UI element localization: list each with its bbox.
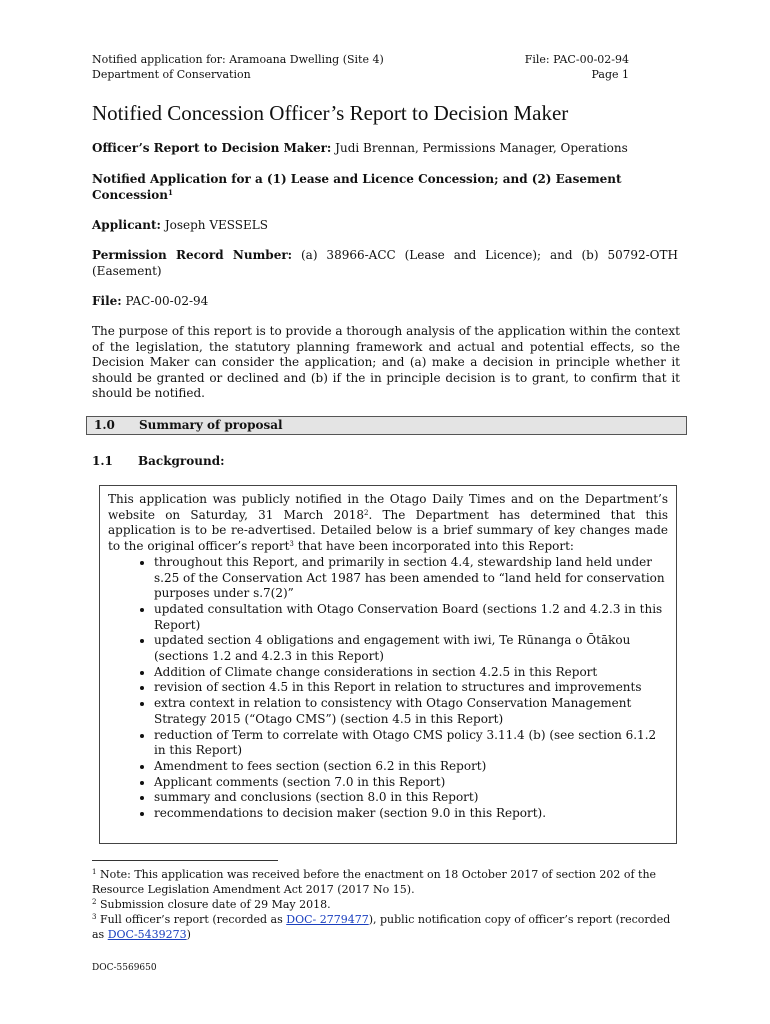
officer-line	[92, 141, 678, 157]
footnote-ref-1: 1	[168, 187, 173, 197]
footnote-ref-3: 3	[289, 540, 294, 549]
header-right	[525, 52, 629, 82]
intro-text-b: . The Department has determined that this application is to be re-advertised. Detailed below is a brief summary of key changes made to the original officer’s report	[108, 507, 668, 554]
doc-link-2779477[interactable]: DOC- 2779477	[286, 913, 369, 926]
officer-value: Judi Brennan, Permissions Manager, Operations	[331, 141, 628, 155]
file-line	[92, 294, 678, 310]
intro-text-a: This application was publicly notified in the Otago Daily Times and on the Department’s website on Saturday, 31 March 2018	[108, 492, 668, 522]
list-item: • updated consultation with Otago Conservation Board (sections 1.2 and 4.2.3 in this Report)	[154, 602, 668, 633]
list-item: • Addition of Climate change considerations in section 4.2.5 in this Report	[154, 665, 668, 681]
permission-line	[92, 248, 678, 279]
list-item: • recommendations to decision maker (section 9.0 in this Report).	[154, 806, 668, 822]
footnote-mark-3: 3	[92, 913, 97, 921]
header-file-number: File: PAC-00-02-94	[524, 53, 629, 66]
header-department: Department of Conservation	[92, 68, 251, 81]
changes-list	[108, 555, 668, 822]
permission-label: Permission Record Number:	[92, 248, 293, 262]
applicant-label: Applicant:	[92, 218, 161, 232]
application-label: Notified Application for a (1) Lease and Licence Concession; and (2) Easement Concession	[92, 172, 622, 202]
section-number: 1.0	[94, 418, 115, 432]
list-item: • summary and conclusions (section 8.0 in this Report)	[154, 790, 668, 806]
application-line	[92, 172, 678, 203]
applicant-value: Joseph VESSELS	[161, 218, 268, 232]
list-item: • Amendment to fees section (section 6.2 in this Report)	[154, 759, 668, 775]
section-title: Summary of proposal	[139, 418, 283, 432]
list-item: • Applicant comments (section 7.0 in this Report)	[154, 775, 668, 791]
header-application-name: Notified application for: Aramoana Dwelling (Site 4)	[92, 53, 384, 66]
footnote-2-text: Submission closure date of 29 May 2018.	[96, 898, 331, 911]
footnote-ref-2: 2	[364, 508, 369, 517]
footnote-mark-1: 1	[92, 868, 97, 876]
list-item: • extra context in relation to consistency with Otago Conservation Management Strategy 2015 (“Otago CMS”) (section 4.5 in this Report)	[154, 696, 668, 727]
purpose-paragraph: The purpose of this report is to provide a thorough analysis of the application within the context of the legislation, the statutory planning framework and actual and potential effects, so the Decision Maker can consider the application; and (a) make a decision in principle whether it should be granted or declined and (b) if the in principle decision is to grant, to confirm that it should be notified.	[92, 324, 680, 400]
permission-value: (a) 38966-ACC (Lease and Licence); and (b) 50792-OTH (Easement)	[92, 248, 678, 278]
footnote-1-text: Note: This application was received before the enactment on 18 October 2017 of section 202 of the Resource Legislation Amendment Act 2017 (2017 No 15).	[92, 868, 657, 896]
footnote-divider	[92, 860, 278, 861]
footnotes	[92, 867, 682, 942]
file-value: PAC-00-02-94	[121, 294, 209, 308]
footnote-3	[92, 912, 682, 942]
subsection-number: 1.1	[92, 454, 113, 468]
page-title: Notified Concession Officer’s Report to Decision Maker	[92, 101, 569, 125]
section-heading-bar	[86, 416, 687, 435]
footnote-3-text-c: )	[186, 928, 191, 941]
doc-link-5439273[interactable]: DOC-5439273	[107, 928, 187, 941]
list-item: • reduction of Term to correlate with Otago CMS policy 3.11.4 (b) (see section 6.1.2 in this Report)	[154, 728, 668, 759]
subsection-title: Background:	[138, 454, 225, 468]
file-label: File:	[92, 294, 122, 308]
footnote-mark-2: 2	[92, 898, 97, 906]
header-left	[92, 52, 384, 82]
background-intro	[108, 492, 668, 555]
officer-label: Officer’s Report to Decision Maker:	[92, 141, 332, 155]
list-item: • updated section 4 obligations and engagement with iwi, Te Rūnanga o Ōtākou (sections 1.2 and 4.2.3 in this Report)	[154, 633, 668, 664]
background-box	[99, 485, 677, 844]
header-page-number: Page 1	[591, 68, 629, 81]
intro-text-c: that have been incorporated into this Report:	[293, 539, 574, 554]
footnote-1	[92, 867, 682, 897]
list-item: • throughout this Report, and primarily in section 4.4, stewardship land held under s.25 of the Conservation Act 1987 has been amended to “land held for conservation purposes under s.7(2)”	[154, 555, 668, 602]
footnote-2	[92, 897, 682, 912]
list-item: • revision of section 4.5 in this Report in relation to structures and improvements	[154, 680, 668, 696]
footnote-3-text-b: ), public notification copy of officer’s report (recorded as	[92, 913, 671, 941]
applicant-line	[92, 218, 678, 234]
footnote-3-text-a: Full officer’s report (recorded as	[96, 913, 287, 926]
document-id: DOC-5569650	[92, 963, 157, 973]
